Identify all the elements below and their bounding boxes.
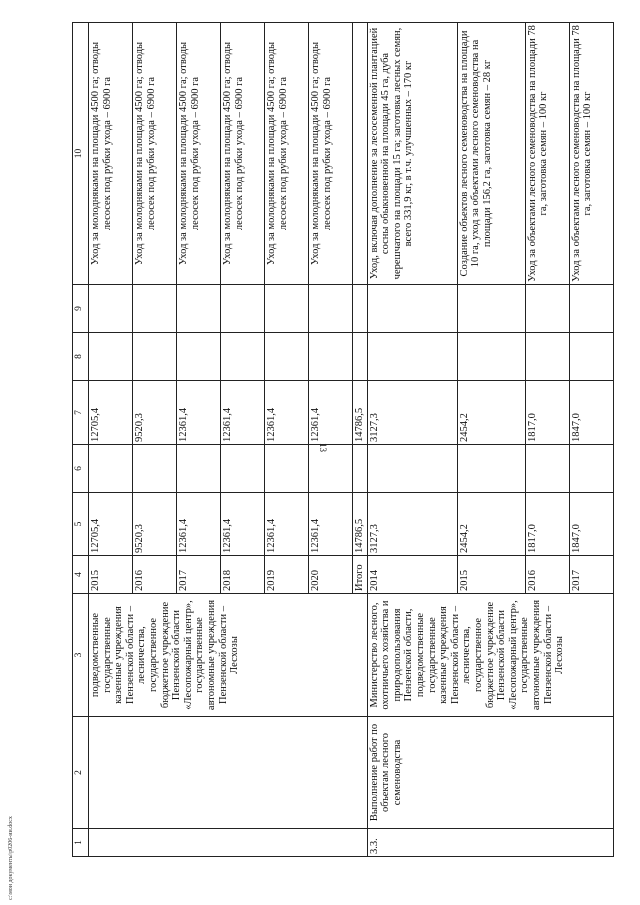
amount-cell bbox=[265, 445, 309, 493]
cell-empty bbox=[353, 445, 368, 493]
amount-cell bbox=[177, 285, 221, 333]
year-cell: 2017 bbox=[569, 556, 613, 594]
result-cell: Уход за молодняками на площади 4500 га; отводы лесосек под рубки ухода – 6900 га bbox=[133, 23, 177, 285]
amount-cell bbox=[525, 333, 569, 381]
amount-cell: 1817,0 bbox=[525, 381, 569, 445]
result-cell: Уход за объектами лесного семеноводства на площади 78 га, заготовка семян – 100 кг bbox=[569, 23, 613, 285]
amount-cell bbox=[265, 285, 309, 333]
amount-cell: 1817,0 bbox=[525, 493, 569, 556]
amount-cell bbox=[569, 445, 613, 493]
result-cell: Создание объектов лесного семеноводства на площади 10 га, уход за объектами лесного семеноводства на площади 156,2 га, заготовка семян – 28 кг bbox=[457, 23, 525, 285]
year-cell: 2020 bbox=[309, 556, 353, 594]
amount-cell: 12361,4 bbox=[221, 381, 265, 445]
year-cell: 2015 bbox=[457, 556, 525, 594]
page-number: 13 bbox=[318, 443, 328, 452]
amount-cell: 12705,4 bbox=[89, 381, 133, 445]
year-cell: 2019 bbox=[265, 556, 309, 594]
amount-cell bbox=[265, 333, 309, 381]
column-header: 10 bbox=[73, 23, 89, 285]
cell-empty bbox=[353, 333, 368, 381]
amount-cell bbox=[177, 333, 221, 381]
column-header: 5 bbox=[73, 493, 89, 556]
result-cell: Уход, включая дополнение за лесосеменной плантацией сосны обыкновенной на площади 45 га, дуба черешчатого на площади 15 га; заготовка лесных семян, всего 331,9 кг, в т.ч. улучшенных – 170 кг bbox=[367, 23, 457, 285]
amount-cell: 3127,3 bbox=[367, 493, 457, 556]
amount-cell bbox=[457, 445, 525, 493]
amount-cell: 9520,3 bbox=[133, 493, 177, 556]
executor-cell: Министерство лесного, охотничьего хозяйства и природопользования Пензенской области, подведомственные государственные казенные учреждения Пензенской области – лесничества, государственное бюджетное учреждение Пензенской области «Лесопожарный центр», государственные автономные учреждения Пензенской области – Лесхозы bbox=[367, 594, 613, 717]
total-amount: 14786,5 bbox=[353, 493, 368, 556]
table-row bbox=[367, 23, 457, 857]
amount-cell: 12361,4 bbox=[309, 493, 353, 556]
year-cell: 2017 bbox=[177, 556, 221, 594]
year-cell: 2018 bbox=[221, 556, 265, 594]
amount-cell bbox=[221, 445, 265, 493]
amount-cell: 12705,4 bbox=[89, 493, 133, 556]
amount-cell bbox=[89, 285, 133, 333]
column-header: 3 bbox=[73, 594, 89, 717]
total-label: Итого bbox=[353, 556, 368, 594]
column-header: 4 bbox=[73, 556, 89, 594]
result-cell: Уход за молодняками на площади 4500 га; отводы лесосек под рубки ухода – 6900 га bbox=[221, 23, 265, 285]
item-number: 3.3. bbox=[367, 829, 613, 857]
amount-cell bbox=[309, 445, 353, 493]
column-header: 1 bbox=[73, 829, 89, 857]
amount-cell bbox=[525, 285, 569, 333]
result-cell: Уход за молодняками на площади 4500 га; отводы лесосек под рубки ухода – 6900 га bbox=[265, 23, 309, 285]
executor-cell: подведомственные государственные казенные учреждения Пензенской области – лесничества, государственное бюджетное учреждение Пензенской области «Лесопожарный центр», государственные автономные учреждения Пензенской области – Лесхозы bbox=[89, 594, 368, 717]
cell-empty bbox=[89, 829, 368, 857]
amount-cell bbox=[457, 333, 525, 381]
amount-cell: 2454,2 bbox=[457, 381, 525, 445]
column-header: 7 bbox=[73, 381, 89, 445]
amount-cell bbox=[367, 333, 457, 381]
amount-cell: 12361,4 bbox=[221, 493, 265, 556]
amount-cell bbox=[569, 285, 613, 333]
amount-cell bbox=[221, 285, 265, 333]
footer-file-path: c:\мои документы\р0206-ии.docx bbox=[8, 816, 14, 900]
column-header: 2 bbox=[73, 717, 89, 829]
amount-cell: 12361,4 bbox=[177, 493, 221, 556]
column-header: 6 bbox=[73, 445, 89, 493]
amount-cell bbox=[133, 285, 177, 333]
amount-cell bbox=[367, 285, 457, 333]
amount-cell bbox=[133, 333, 177, 381]
total-amount: 14786,5 bbox=[353, 381, 368, 445]
column-header: 9 bbox=[73, 285, 89, 333]
amount-cell bbox=[457, 285, 525, 333]
amount-cell bbox=[309, 333, 353, 381]
amount-cell: 1847,0 bbox=[569, 493, 613, 556]
item-name: Выполнение работ по объектам лесного семеноводства bbox=[367, 717, 613, 829]
column-header: 8 bbox=[73, 333, 89, 381]
amount-cell: 3127,3 bbox=[367, 381, 457, 445]
amount-cell: 12361,4 bbox=[265, 493, 309, 556]
result-cell: Уход за молодняками на площади 4500 га; отводы лесосек под рубки ухода – 6900 га bbox=[89, 23, 133, 285]
amount-cell bbox=[89, 333, 133, 381]
amount-cell: 12361,4 bbox=[265, 381, 309, 445]
year-cell: 2016 bbox=[133, 556, 177, 594]
result-cell: Уход за объектами лесного семеноводства на площади 78 га, заготовка семян – 100 кг bbox=[525, 23, 569, 285]
year-cell: 2016 bbox=[525, 556, 569, 594]
result-cell: Уход за молодняками на площади 4500 га; отводы лесосек под рубки ухода – 6900 га bbox=[309, 23, 353, 285]
amount-cell: 12361,4 bbox=[309, 381, 353, 445]
year-cell: 2014 bbox=[367, 556, 457, 594]
amount-cell bbox=[309, 285, 353, 333]
cell-empty bbox=[353, 23, 368, 285]
program-table bbox=[72, 22, 614, 857]
amount-cell bbox=[525, 445, 569, 493]
amount-cell bbox=[569, 333, 613, 381]
amount-cell bbox=[367, 445, 457, 493]
table-container bbox=[72, 23, 594, 857]
cell-empty bbox=[89, 717, 368, 829]
column-number-row bbox=[73, 23, 89, 857]
amount-cell bbox=[221, 333, 265, 381]
amount-cell bbox=[89, 445, 133, 493]
amount-cell: 9520,3 bbox=[133, 381, 177, 445]
result-cell: Уход за молодняками на площади 4500 га; отводы лесосек под рубки ухода – 6900 га bbox=[177, 23, 221, 285]
amount-cell: 1847,0 bbox=[569, 381, 613, 445]
amount-cell: 2454,2 bbox=[457, 493, 525, 556]
amount-cell bbox=[177, 445, 221, 493]
table-row bbox=[89, 23, 133, 857]
year-cell: 2015 bbox=[89, 556, 133, 594]
amount-cell bbox=[133, 445, 177, 493]
cell-empty bbox=[353, 285, 368, 333]
amount-cell: 12361,4 bbox=[177, 381, 221, 445]
